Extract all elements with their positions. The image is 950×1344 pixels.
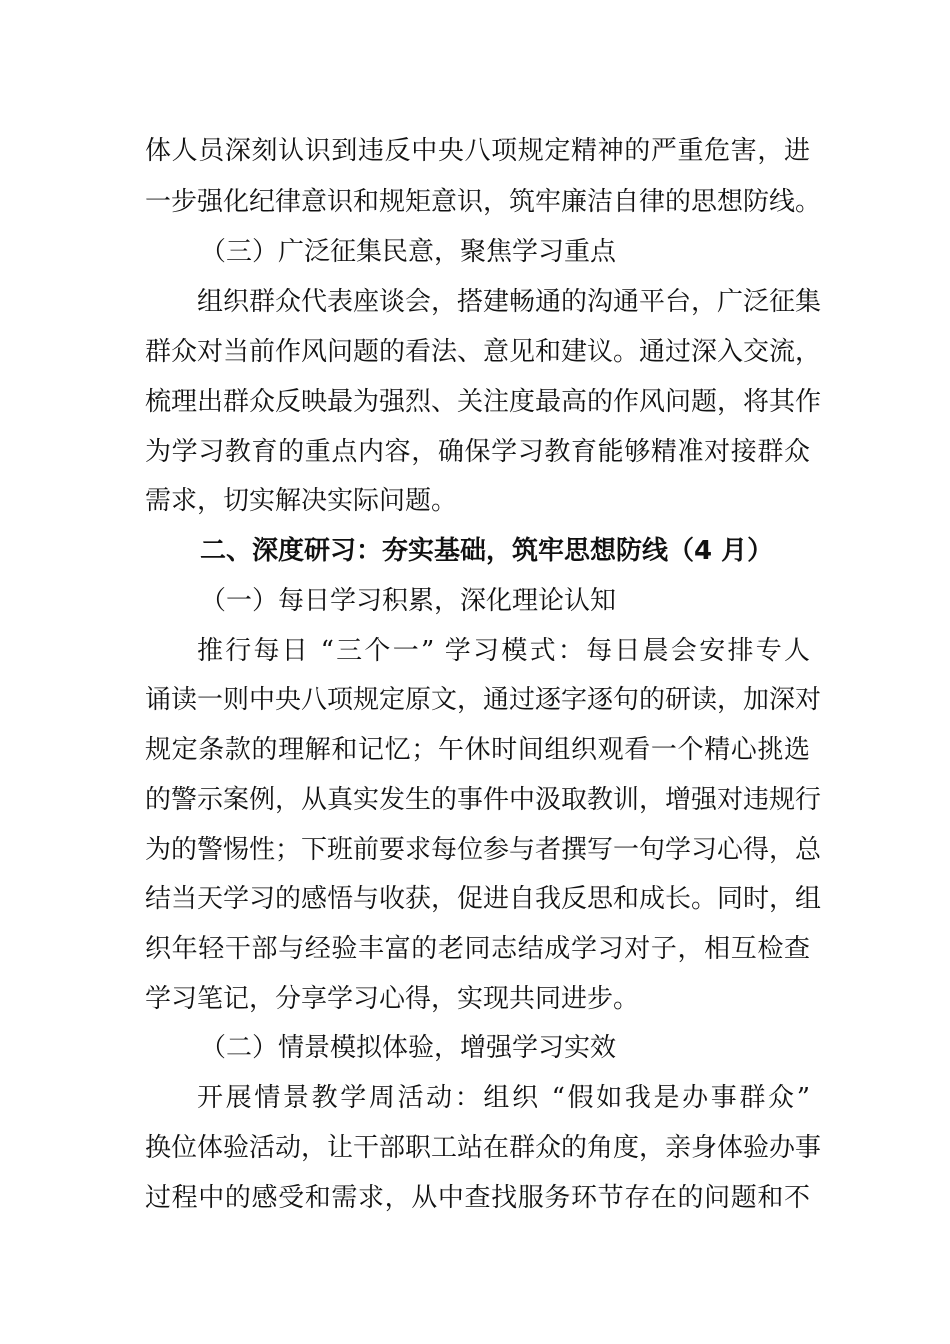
body-text-line: 组织群众代表座谈会，搭建畅通的沟通平台，广泛征集 (197, 287, 822, 317)
body-text-line: 的警示案例，从真实发生的事件中汲取教训，增强对违规行 (145, 785, 822, 815)
body-text-line: 诵读一则中央八项规定原文，通过逐字逐句的研读，加深对 (145, 685, 822, 715)
body-text-line: 为学习教育的重点内容，确保学习教育能够精准对接群众 (145, 437, 810, 467)
body-text-line: 梳理出群众反映最为强烈、关注度最高的作风问题，将其作 (145, 387, 822, 417)
body-text-line: 需求，切实解决实际问题。 (145, 486, 458, 516)
body-text-line: 一步强化纪律意识和规矩意识，筑牢廉洁自律的思想防线。 (145, 187, 822, 217)
body-text-line: 体人员深刻认识到违反中央八项规定精神的严重危害，进 (145, 136, 810, 166)
body-text-line: 群众对当前作风问题的看法、意见和建议。通过深入交流， (145, 337, 822, 367)
section-heading: 二、深度研习：夯实基础，筑牢思想防线（4 月） (200, 536, 774, 566)
body-text-line: 换位体验活动，让干部职工站在群众的角度，亲身体验办事 (145, 1133, 822, 1163)
body-text-line: 织年轻干部与经验丰富的老同志结成学习对子，相互检查 (145, 934, 810, 964)
section-subheading: （一）每日学习积累，深化理论认知 (200, 586, 617, 616)
body-text-line: 结当天学习的感悟与收获，促进自我反思和成长。同时，组 (145, 884, 822, 914)
section-subheading: （三）广泛征集民意，聚焦学习重点 (200, 237, 617, 267)
section-subheading: （二）情景模拟体验，增强学习实效 (200, 1033, 617, 1063)
body-text-line: 推行每日 “三个一” 学习模式：每日晨会安排专人 (197, 636, 810, 666)
body-text-line: 开展情景教学周活动：组织 “假如我是办事群众” (197, 1083, 810, 1113)
body-text-line: 为的警惕性；下班前要求每位参与者撰写一句学习心得，总 (145, 835, 822, 865)
body-text-line: 学习笔记，分享学习心得，实现共同进步。 (145, 984, 640, 1014)
body-text-line: 过程中的感受和需求，从中查找服务环节存在的问题和不 (145, 1183, 810, 1213)
body-text-line: 规定条款的理解和记忆；午休时间组织观看一个精心挑选 (145, 735, 810, 765)
